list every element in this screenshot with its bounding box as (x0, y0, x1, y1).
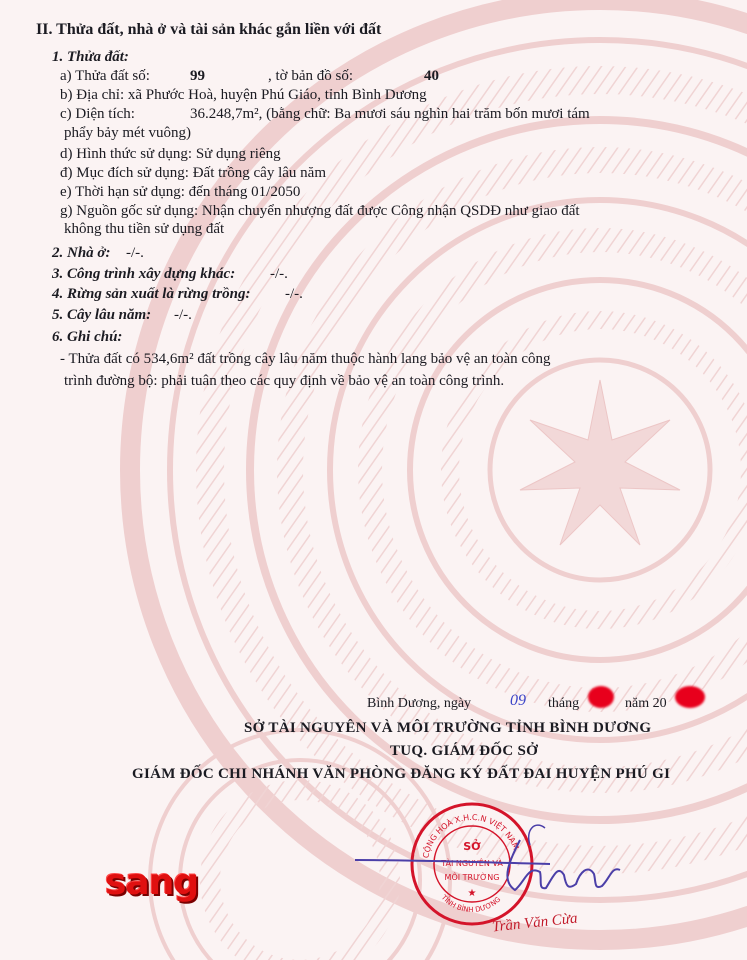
seal-center-line-3: MÔI TRƯỜNG (444, 873, 500, 882)
forest-label: 4. Rừng sản xuất là rừng trồng: (52, 286, 251, 302)
watermark-text: sang (105, 862, 199, 903)
seal-top-text: CỘNG HOÀ X.H.C.N VIỆT NAM (421, 812, 521, 859)
seal-center-line-1: SỞ (463, 840, 481, 853)
authorization-line: TUQ. GIÁM ĐỐC SỞ (390, 743, 539, 759)
construction-value: -/-. (270, 266, 288, 282)
redacted-year (675, 686, 705, 708)
seal-center-line-2: TÀI NGUYÊN VÀ (441, 859, 503, 868)
seal-star-icon: ★ (467, 888, 477, 899)
section-title: II. Thửa đất, nhà ở và tài sản khác gắn liền với đất (36, 21, 382, 38)
seal-bottom-text: TỈNH BÌNH DƯƠNG (439, 893, 503, 915)
area-label: c) Diện tích: (60, 106, 135, 122)
place-date-prefix: Bình Dương, ngày (367, 696, 472, 711)
notes-label: 6. Ghi chú: (52, 329, 123, 345)
usage-origin: g) Nguồn gốc sử dụng: Nhận chuyển nhượng đất được Công nhận QSDĐ như giao đất (60, 203, 580, 219)
house-label: 2. Nhà ở: (52, 245, 111, 261)
perennial-trees-value: -/-. (174, 307, 192, 323)
perennial-trees-label: 5. Cây lâu năm: (52, 307, 152, 323)
parcel-number-value: 99 (190, 68, 205, 84)
date-month-label: tháng (548, 696, 580, 711)
issuing-department: SỞ TÀI NGUYÊN VÀ MÔI TRƯỜNG TỈNH BÌNH DƯƠNG (244, 720, 652, 736)
construction-label: 3. Công trình xây dựng khác: (52, 266, 236, 282)
parcel-heading: 1. Thửa đất: (52, 49, 129, 65)
map-sheet-value: 40 (424, 68, 439, 84)
usage-term: e) Thời hạn sử dụng: đến tháng 01/2050 (60, 184, 301, 200)
date-day: 09 (510, 692, 526, 709)
map-sheet-label: , tờ bản đồ số: (268, 68, 354, 84)
redacted-month (588, 686, 614, 708)
parcel-address: b) Địa chỉ: xã Phước Hoà, huyện Phú Giáo, tỉnh Bình Dương (60, 87, 427, 103)
notes-line-2: trình đường bộ: phải tuân theo các quy định về bảo vệ an toàn công trình. (64, 373, 505, 389)
house-value: -/-. (126, 245, 144, 261)
area-value-continued: phẩy bảy mét vuông) (64, 125, 192, 141)
notes-line-1: - Thửa đất có 534,6m² đất trồng cây lâu năm thuộc hành lang bảo vệ an toàn công (60, 351, 551, 367)
date-year-label: năm 20 (625, 696, 667, 711)
area-value: 36.248,7m², (bằng chữ: Ba mươi sáu nghìn hai trăm bốn mươi tám (190, 106, 590, 122)
usage-form: d) Hình thức sử dụng: Sử dụng riêng (60, 146, 281, 162)
handwritten-signature (350, 820, 650, 930)
usage-origin-continued: không thu tiền sử dụng đất (64, 221, 225, 237)
signer-name: Trần Văn Cừa (491, 910, 579, 936)
parcel-number-label: a) Thửa đất số: (60, 68, 150, 84)
branch-director-title: GIÁM ĐỐC CHI NHÁNH VĂN PHÒNG ĐĂNG KÝ ĐẤT ĐAI HUYỆN PHÚ GI (132, 766, 671, 782)
forest-value: -/-. (285, 286, 303, 302)
usage-purpose: đ) Mục đích sử dụng: Đất trồng cây lâu năm (60, 165, 326, 181)
